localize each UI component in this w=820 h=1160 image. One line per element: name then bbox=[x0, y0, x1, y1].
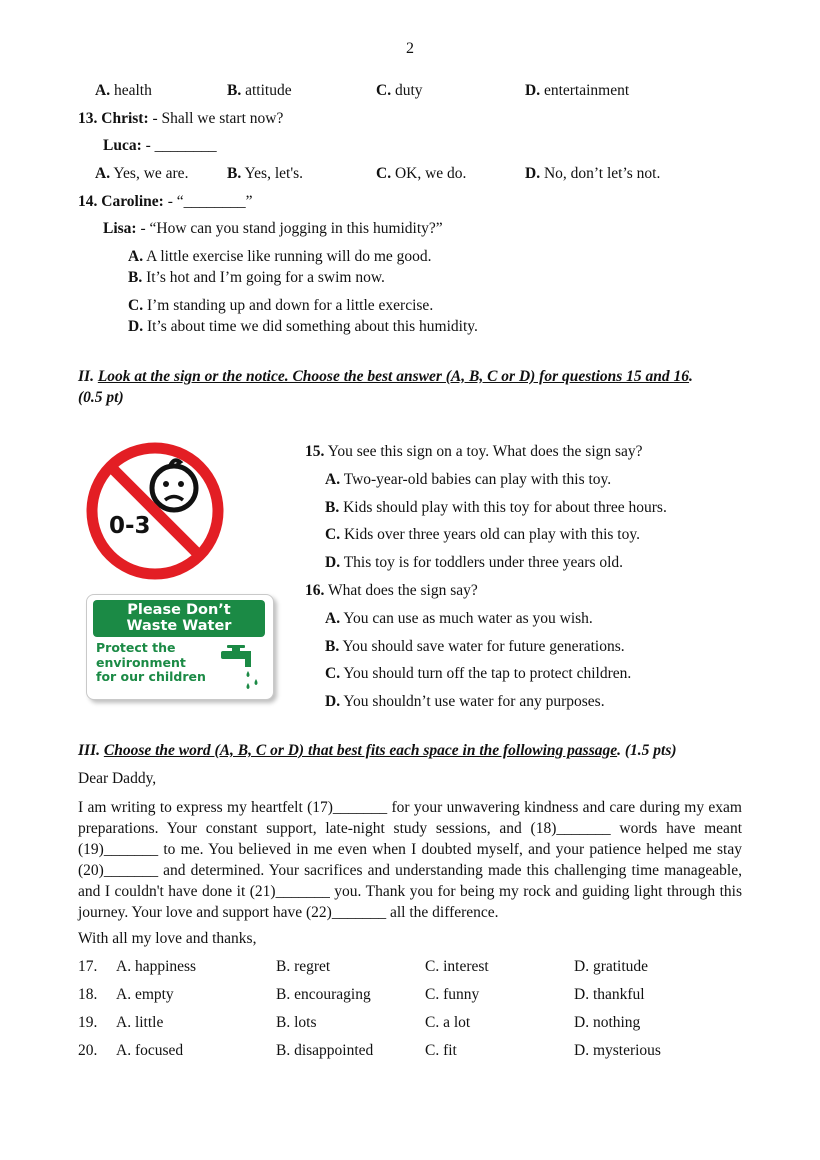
water-notice-title: Please Don’t Waste Water bbox=[93, 600, 265, 637]
answer-row-17-a: A. happiness bbox=[116, 958, 197, 975]
answer-row-18-b: B. encouraging bbox=[276, 986, 371, 1003]
q13-option-a: A. Yes, we are. bbox=[95, 165, 189, 182]
answer-row-20-a: A. focused bbox=[116, 1042, 184, 1059]
answer-row-17-d: D. gratitude bbox=[574, 958, 649, 975]
q14-option-a: A. A little exercise like running will do me good. bbox=[128, 248, 432, 265]
q14-option-d: D. It’s about time we did something about this humidity. bbox=[128, 318, 478, 335]
q12-option-b: B. attitude bbox=[227, 82, 292, 99]
q16-option-c: C. You should turn off the tap to protect children. bbox=[325, 665, 632, 682]
q12-option-a: A. health bbox=[95, 82, 152, 99]
q15-option-d: D. This toy is for toddlers under three years old. bbox=[325, 554, 624, 571]
answer-row-17-c: C. interest bbox=[425, 958, 489, 975]
answer-row-19-c: C. a lot bbox=[425, 1014, 471, 1031]
q16-option-a: A. You can use as much water as you wish. bbox=[325, 610, 593, 627]
letter-greeting: Dear Daddy, bbox=[78, 770, 157, 787]
no-babies-sign-icon bbox=[84, 440, 226, 582]
answer-row-18-a: A. empty bbox=[116, 986, 174, 1003]
answer-row-20-c: C. fit bbox=[425, 1042, 457, 1059]
q15-option-b: B. Kids should play with this toy for about three hours. bbox=[325, 499, 667, 516]
q14-option-c: C. I’m standing up and down for a little exercise. bbox=[128, 297, 434, 314]
answer-row-19-b: B. lots bbox=[276, 1014, 317, 1031]
letter-body: I am writing to express my heartfelt (17)_______ for your unwavering kindness and care during my exam preparations. Your constant support, late-night study sessions, and (18)_______ words have meant (19)_______ to me. You believed in me even when I doubted myself, and your patience helped me stay (20)_______ and determined. Your sacrifices and understanding made this challenging time manageable, and I couldn't have done it (21)_______ you. Thank you for being my rock and guiding light through this journey. Your love and support have (22)_______ all the difference. bbox=[78, 799, 742, 921]
section2-heading: II. Look at the sign or the notice. Choose the best answer (A, B, C or D) for questions 15 and 16. bbox=[78, 368, 693, 385]
q13-option-b: B. Yes, let's. bbox=[227, 165, 304, 182]
q15-option-a: A. Two-year-old babies can play with this toy. bbox=[325, 471, 612, 488]
water-tap-icon bbox=[219, 645, 267, 693]
q16-option-b: B. You should save water for future generations. bbox=[325, 638, 625, 655]
sign1-age-label: 0-3 bbox=[109, 513, 151, 539]
answer-row-18-num: 18. bbox=[78, 986, 98, 1003]
section2-points: (0.5 pt) bbox=[78, 389, 124, 406]
q12-option-c: C. duty bbox=[376, 82, 423, 99]
section3-heading: III. Choose the word (A, B, C or D) that best fits each space in the following passage. (1.5 pts) bbox=[78, 742, 677, 759]
q12-option-d: D. entertainment bbox=[525, 82, 630, 99]
answer-row-19-num: 19. bbox=[78, 1014, 98, 1031]
answer-row-17-num: 17. bbox=[78, 958, 98, 975]
answer-row-17-b: B. regret bbox=[276, 958, 331, 975]
q13-line1: 13. Christ: - Shall we start now? bbox=[78, 110, 284, 127]
q15-option-c: C. Kids over three years old can play with this toy. bbox=[325, 526, 640, 543]
q13-line2: Luca: - ________ bbox=[103, 137, 217, 154]
q16-option-d: D. You shouldn’t use water for any purposes. bbox=[325, 693, 605, 710]
q13-option-c: C. OK, we do. bbox=[376, 165, 467, 182]
water-notice-body: Protect the environment for our children bbox=[96, 640, 206, 684]
answer-row-20-b: B. disappointed bbox=[276, 1042, 374, 1059]
answer-row-19-d: D. nothing bbox=[574, 1014, 641, 1031]
answer-row-19-a: A. little bbox=[116, 1014, 164, 1031]
q13-option-d: D. No, don’t let’s not. bbox=[525, 165, 661, 182]
page-number: 2 bbox=[406, 40, 414, 57]
answer-row-18-c: C. funny bbox=[425, 986, 480, 1003]
water-notice-sign bbox=[86, 594, 274, 700]
q14-line2: Lisa: - “How can you stand jogging in this humidity?” bbox=[103, 220, 443, 237]
answer-row-20-num: 20. bbox=[78, 1042, 98, 1059]
answer-row-18-d: D. thankful bbox=[574, 986, 645, 1003]
q16-question: 16. What does the sign say? bbox=[305, 582, 478, 599]
q14-option-b: B. It’s hot and I’m going for a swim now. bbox=[128, 269, 385, 286]
q14-line1: 14. Caroline: - “________” bbox=[78, 193, 253, 210]
letter-closing: With all my love and thanks, bbox=[78, 930, 257, 947]
answer-row-20-d: D. mysterious bbox=[574, 1042, 661, 1059]
q15-question: 15. You see this sign on a toy. What does the sign say? bbox=[305, 443, 643, 460]
